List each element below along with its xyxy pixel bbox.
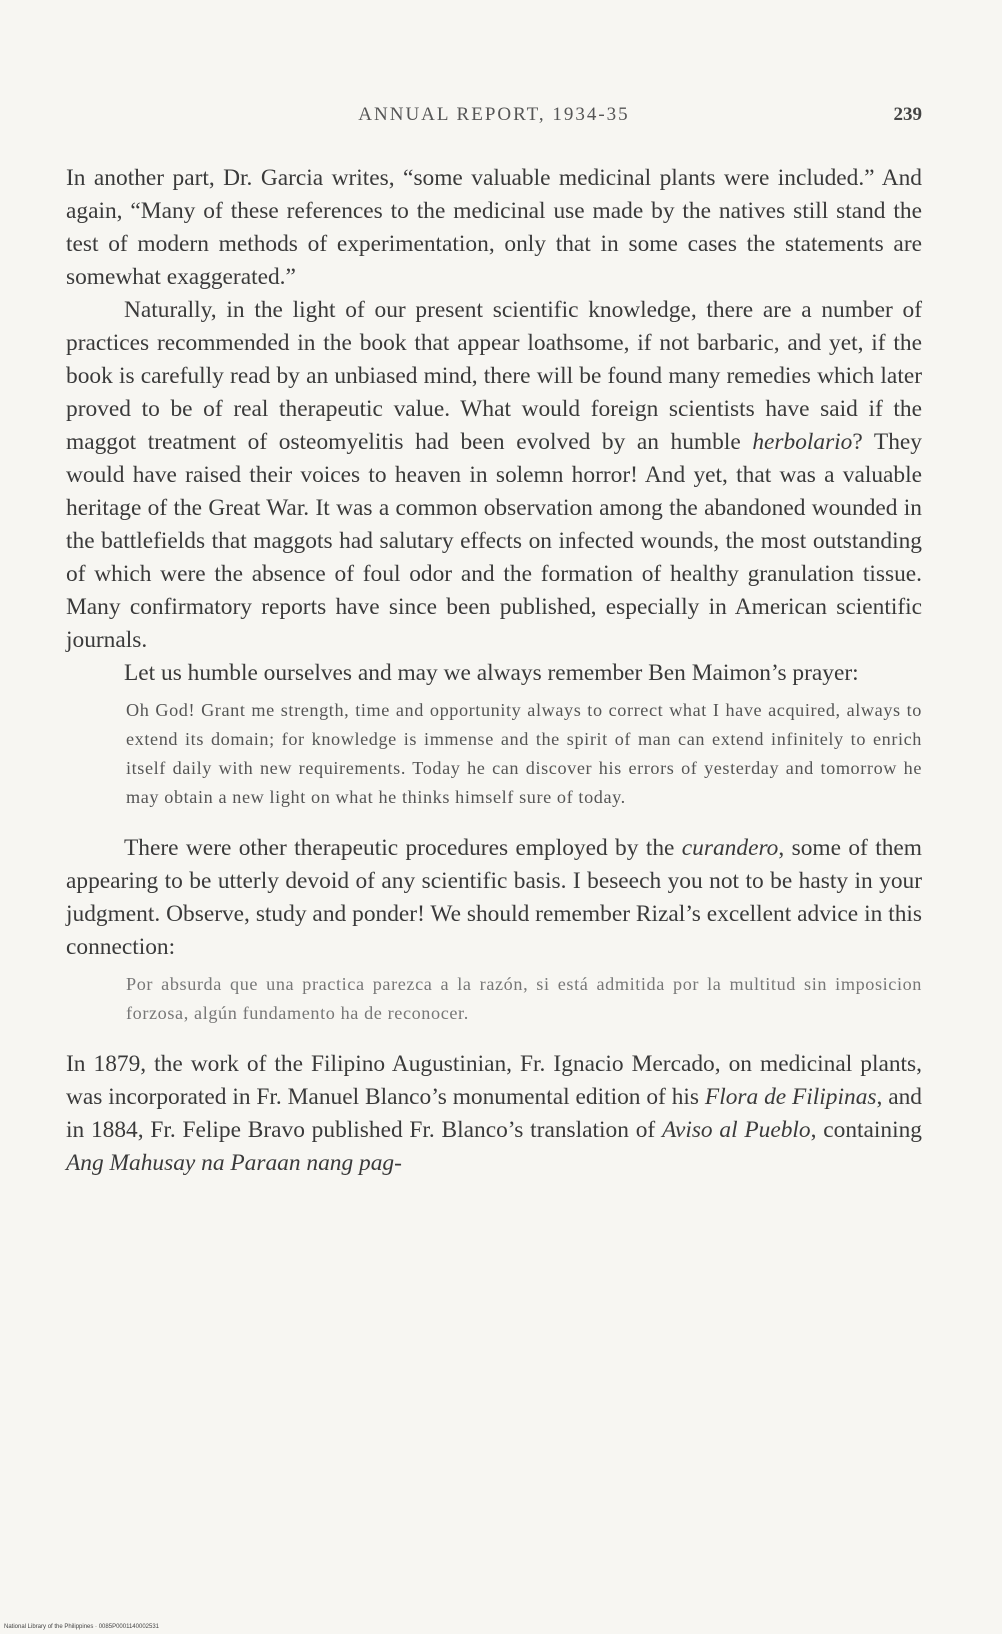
paragraph-2-italic: herbolario <box>752 429 853 455</box>
paragraph-2 <box>66 294 922 657</box>
paragraph-2-text-b: ? They would have raised their voices to heaven in solemn horror! And yet, that was a valuable heritage of the Great War. It was a common observation among the abandoned wounded in the battlefields that maggots had salutary effects on infected wounds, the most outstanding of which were the absence of foul odor and the formation of healthy granulation tissue. Many confirmatory reports have since been published, especially in American scientific journals. <box>66 429 922 653</box>
prayer-quote: Oh God! Grant me strength, time and opportunity always to correct what I have acquired, always to extend its domain; for knowledge is immense and the spirit of man can extend infinitely to enrich itself daily with new requirements. Today he can discover his errors of yesterday and tomorrow he may obtain a new light on what he thinks himself sure of today. <box>126 700 922 807</box>
header-title: ANNUAL REPORT, 1934-35 <box>358 104 630 125</box>
paragraph-2-text-a: Naturally, in the light of our present scientific knowledge, there are a number of practices recommended in the book that appear loathsome, if not barbaric, and yet, if the book is carefully read by an unbiased mind, there will be found many remedies which later proved to be of real therapeutic value. What would foreign scientists have said if the maggot treatment of osteomyelitis had been evolved by an humble <box>66 297 922 455</box>
paragraph-3: Let us humble ourselves and may we always remember Ben Maimon’s prayer: <box>124 660 859 686</box>
paragraph-4 <box>66 832 922 964</box>
body-text <box>66 162 922 1180</box>
paragraph-5-italic-1: Flora de Filipinas <box>704 1084 877 1110</box>
paragraph-5 <box>66 1048 922 1180</box>
page-number: 239 <box>893 104 922 125</box>
paragraph-4-italic: curandero <box>681 835 779 861</box>
paragraph-5-italic-3: Ang Mahusay na Paraan nang pag- <box>66 1150 402 1176</box>
paragraph-1: In another part, Dr. Garcia writes, “some valuable medicinal plants were included.” And again, “Many of these references to the medicinal use made by the natives still stand the test of modern methods of experimentation, only that in some cases the statements are somewhat exaggerated.” <box>66 165 922 290</box>
paragraph-5-text-c: , containing <box>810 1117 923 1143</box>
running-header <box>66 104 922 134</box>
paragraph-5-text-a: In 1879, the work of the Filipino Augustinian, Fr. Ignacio Mercado, on medicinal plants, was incorporated in Fr. Manuel Blanco’s monumental edition of his <box>66 1051 922 1110</box>
rizal-quote: Por absurda que una practica parezca a la razón, si está admitida por la multitud sin imposicion forzosa, algún fundamento ha de reconocer. <box>126 974 922 1023</box>
footer-credit: National Library of the Philippines · 0085P0001140002531 <box>4 1624 160 1630</box>
paragraph-5-text-b: , and in 1884, Fr. Felipe Bravo published Fr. Blanco’s translation of <box>66 1084 922 1143</box>
paragraph-4-text-a: There were other therapeutic procedures employed by the <box>124 835 682 861</box>
paragraph-5-italic-2: Aviso al Pueblo <box>661 1117 811 1143</box>
paragraph-4-text-b: , some of them appearing to be utterly devoid of any scientific basis. I beseech you not to be hasty in your judgment. Observe, study and ponder! We should remember Rizal’s excellent advice in this connection: <box>66 835 922 960</box>
